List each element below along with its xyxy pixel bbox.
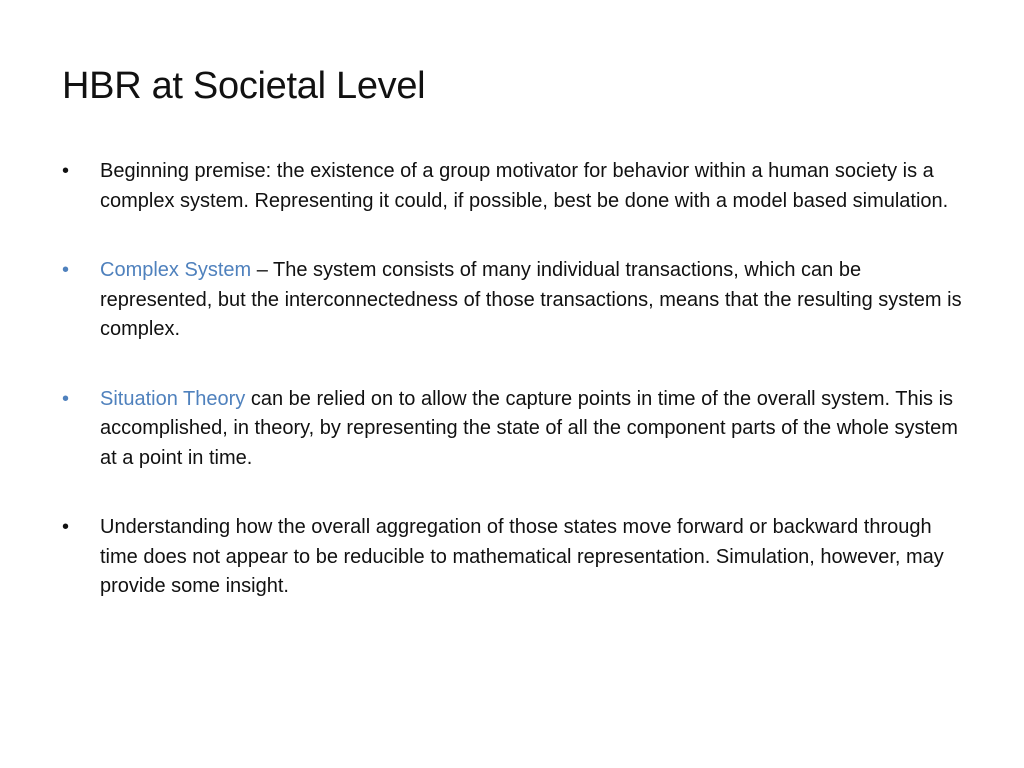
bullet-icon: • (62, 259, 70, 281)
bullet-text: Beginning premise: the existence of a group motivator for behavior within a human society is a complex system. Representing it could, if possible, best be done with a model based simulation. (100, 160, 949, 212)
bullet-item-premise (62, 157, 962, 216)
bullet-item-complex-system (62, 256, 962, 345)
bullet-item-aggregation (62, 513, 962, 602)
bullet-text: – The system consists of many individual transactions, which can be represented, but the interconnectedness of those transactions, means that the resulting system is complex. (100, 259, 962, 340)
bullet-text: Understanding how the overall aggregation of those states move forward or backward through time does not appear to be reducible to mathematical representation. Simulation, however, may provide some insight. (100, 516, 944, 597)
slide-title: HBR at Societal Level (62, 65, 426, 107)
bullet-term: Complex System (100, 259, 252, 281)
bullet-term: Situation Theory (100, 387, 246, 410)
bullet-icon: • (62, 387, 70, 410)
bullet-list (62, 157, 962, 642)
bullet-text: can be relied on to allow the capture points in time of the overall system. This is accomplished, in theory, by representing the state of all the component parts of the whole system at a point in time. (100, 387, 958, 469)
bullet-icon: • (62, 516, 70, 538)
bullet-item-situation-theory (62, 385, 962, 474)
bullet-icon: • (62, 160, 70, 182)
